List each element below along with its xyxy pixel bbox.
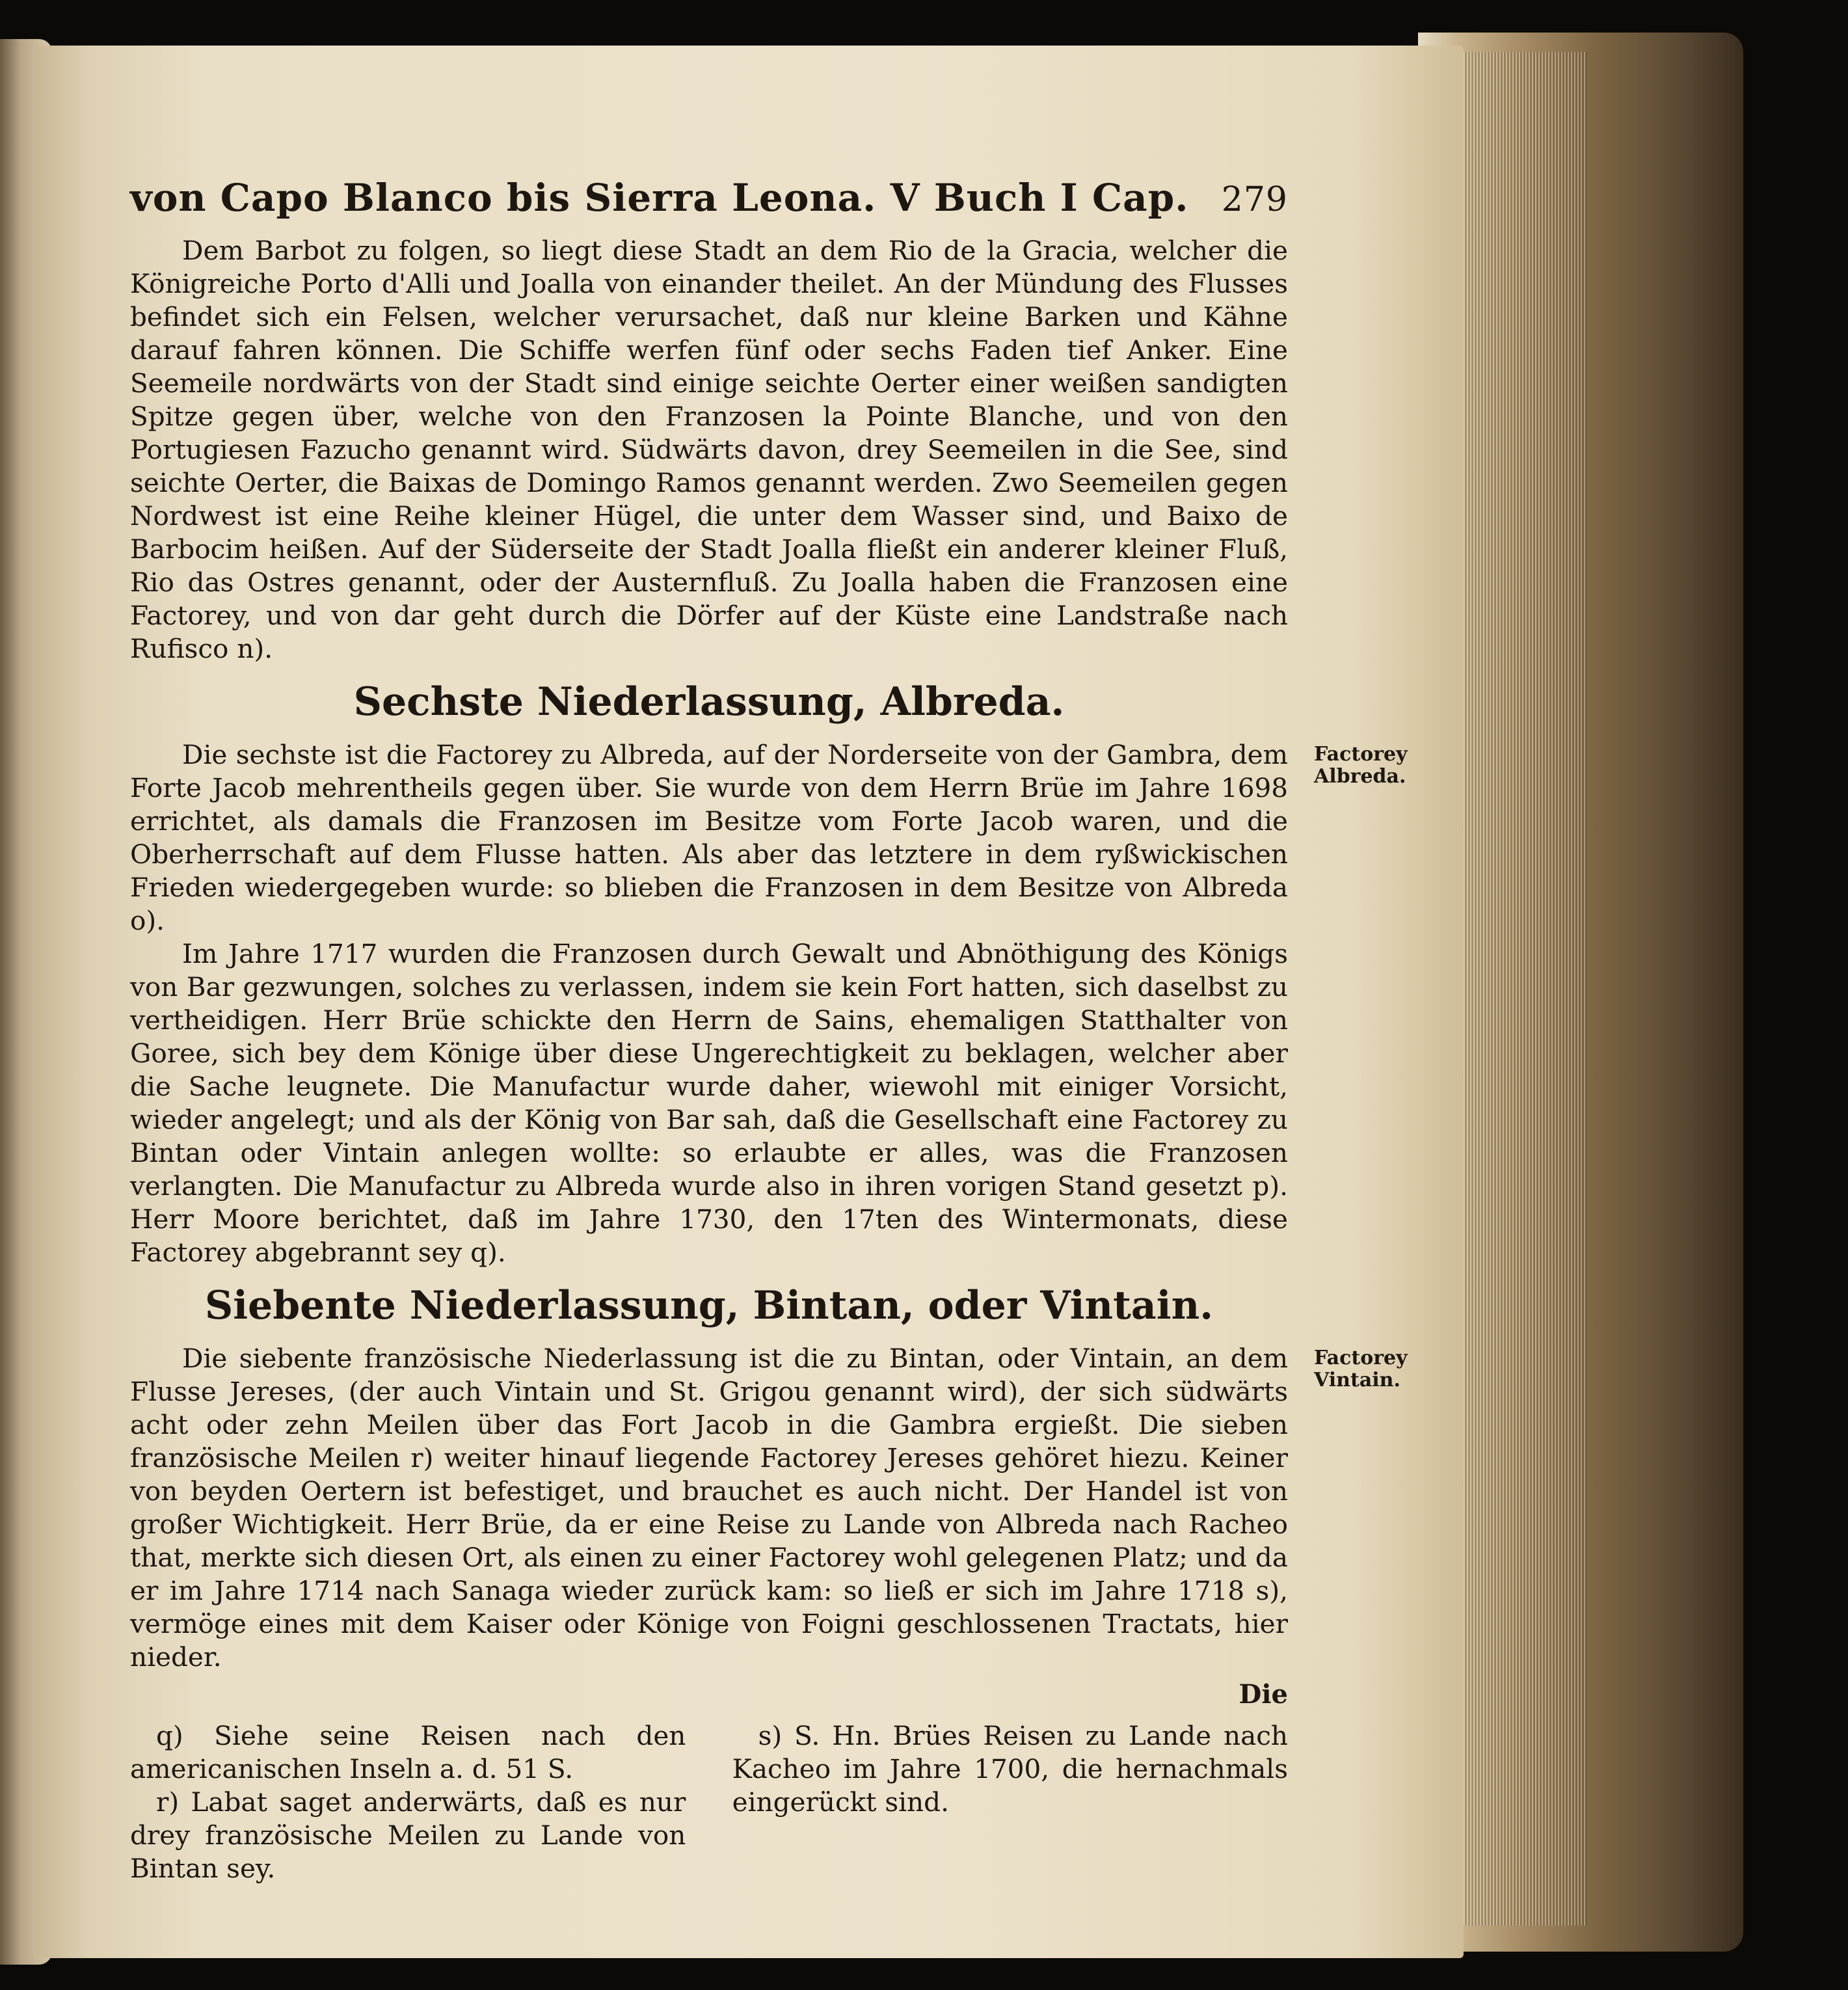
footnote-s: s) S. Hn. Brües Reisen zu Lande nach Kacheo im Jahre 1700, die hernachmals eingerückt sind. — [732, 1720, 1288, 1818]
page-number: 279 — [1221, 180, 1288, 219]
paragraph-vintain: Die siebente französische Niederlassung ist die zu Bintan, oder Vintain, an dem Flusse Jereses, (der auch Vintain und St. Grigou genannt wird), der sich südwärts acht oder zehn Meilen über das Fort Jacob in die Gambra ergießt. Die sieben französische Meilen r) weiter hinauf liegende Factorey Jereses gehöret hiezu. Keiner von beyden Oertern ist befestiget, und brauchet es auch nicht. Der Handel ist von großer Wichtigkeit. Herr Brüe, da er eine Reise zu Lande von Albreda nach Racheo that, merkte sich diesen Ort, als einen zu einer Factorey wohl gelegenen Platz; und da er im Jahre 1714 nach Sanaga wieder zurück kam: so ließ er sich im Jahre 1718 s), vermöge eines mit dem Kaiser oder Könige von Foigni geschlossenen Tractats, hier nieder. — [130, 1343, 1288, 1673]
catchword: Die — [1239, 1679, 1288, 1710]
marginal-note-albreda: Factorey Albreda. — [1314, 743, 1408, 788]
paragraph-barbot: Dem Barbot zu folgen, so liegt diese Stadt an dem Rio de la Gracia, welcher die Königreiche Porto d'Alli und Joalla von einander theilet. An der Mündung des Flusses befindet sich ein Felsen, welcher verursachet, daß nur kleine Barken und Kähne darauf fahren können. Die Schiffe werfen fünf oder sechs Faden tief Anker. Eine Seemeile nordwärts von der Stadt sind einige seichte Oerter einer weißen sandigten Spitze gegen über, welche von den Franzosen la Pointe Blanche, und von den Portugiesen Fazucho genannt wird. Südwärts davon, drey Seemeilen in die See, sind seichte Oerter, die Baixas de Domingo Ramos genannt werden. Zwo Seemeilen gegen Nordwest ist eine Reihe kleiner Hügel, die unter dem Wasser sind, und Baixo de Barbocim heißen. Auf der Süderseite der Stadt Joalla fließt ein anderer kleiner Fluß, Rio das Ostres genannt, oder der Austernfluß. Zu Joalla haben die Franzosen eine Factorey, und von dar geht durch die Dörfer auf der Küste eine Landstraße nach Rufisco n). — [130, 235, 1288, 664]
paragraph-wrap-albreda — [130, 738, 1408, 937]
running-header — [130, 176, 1288, 220]
book-page — [33, 46, 1464, 1958]
paragraph-wrap-vintain — [130, 1342, 1408, 1674]
footnote-column-right — [732, 1719, 1288, 1885]
footnote-column-left — [130, 1719, 686, 1885]
footnote-q: q) Siehe seine Reisen nach den americanischen Inseln a. d. 51 S. — [130, 1720, 686, 1784]
section-heading-vintain: Siebente Niederlassung, Bintan, oder Vintain. — [204, 1283, 1214, 1328]
paragraph-1717: Im Jahre 1717 wurden die Franzosen durch Gewalt und Abnöthigung des Königs von Bar gezwungen, solches zu verlassen, indem sie kein Fort hatten, sich daselbst zu vertheidigen. Herr Brüe schickte den Herrn de Sains, ehemaligen Statthalter von Goree, sich bey dem Könige über diese Ungerechtigkeit zu beklagen, welcher aber die Sache leugnete. Die Manufactur wurde daher, wiewohl mit einiger Vorsicht, wieder angelegt; und als der König von Bar sah, daß die Gesellschaft eine Factorey zu Bintan oder Vintain anlegen wollte: so erlaubte er alles, was die Franzosen verlangten. Die Manufactur zu Albreda wurde also in ihren vorigen Stand gesetzt p). Herr Moore berichtet, daß im Jahre 1730, den 17ten des Wintermonats, diese Factorey abgebrannt sey q). — [130, 938, 1288, 1268]
footnotes — [130, 1719, 1288, 1885]
page-stack-lines — [1457, 52, 1587, 1926]
marginal-note-vintain: Factorey Vintain. — [1314, 1347, 1408, 1392]
footnote-r: r) Labat saget anderwärts, daß es nur drey französische Meilen zu Lande von Bintan sey. — [130, 1786, 686, 1884]
paragraph-albreda: Die sechste ist die Factorey zu Albreda, auf der Norderseite von der Gambra, dem Forte Jacob mehrentheils gegen über. Sie wurde von dem Herrn Brüe im Jahre 1698 errichtet, als damals die Franzosen im Besitze vom Forte Jacob waren, und die Oberherrschaft auf dem Flusse hatten. Als aber das letztere in dem ryßwickischen Frieden wiedergegeben wurde: so blieben die Franzosen in dem Besitze von Albreda o). — [130, 739, 1288, 936]
running-title: von Capo Blanco bis Sierra Leona. V Buch I Cap. — [130, 176, 1189, 220]
section-heading-albreda: Sechste Niederlassung, Albreda. — [353, 679, 1065, 725]
text-block — [130, 176, 1408, 1885]
